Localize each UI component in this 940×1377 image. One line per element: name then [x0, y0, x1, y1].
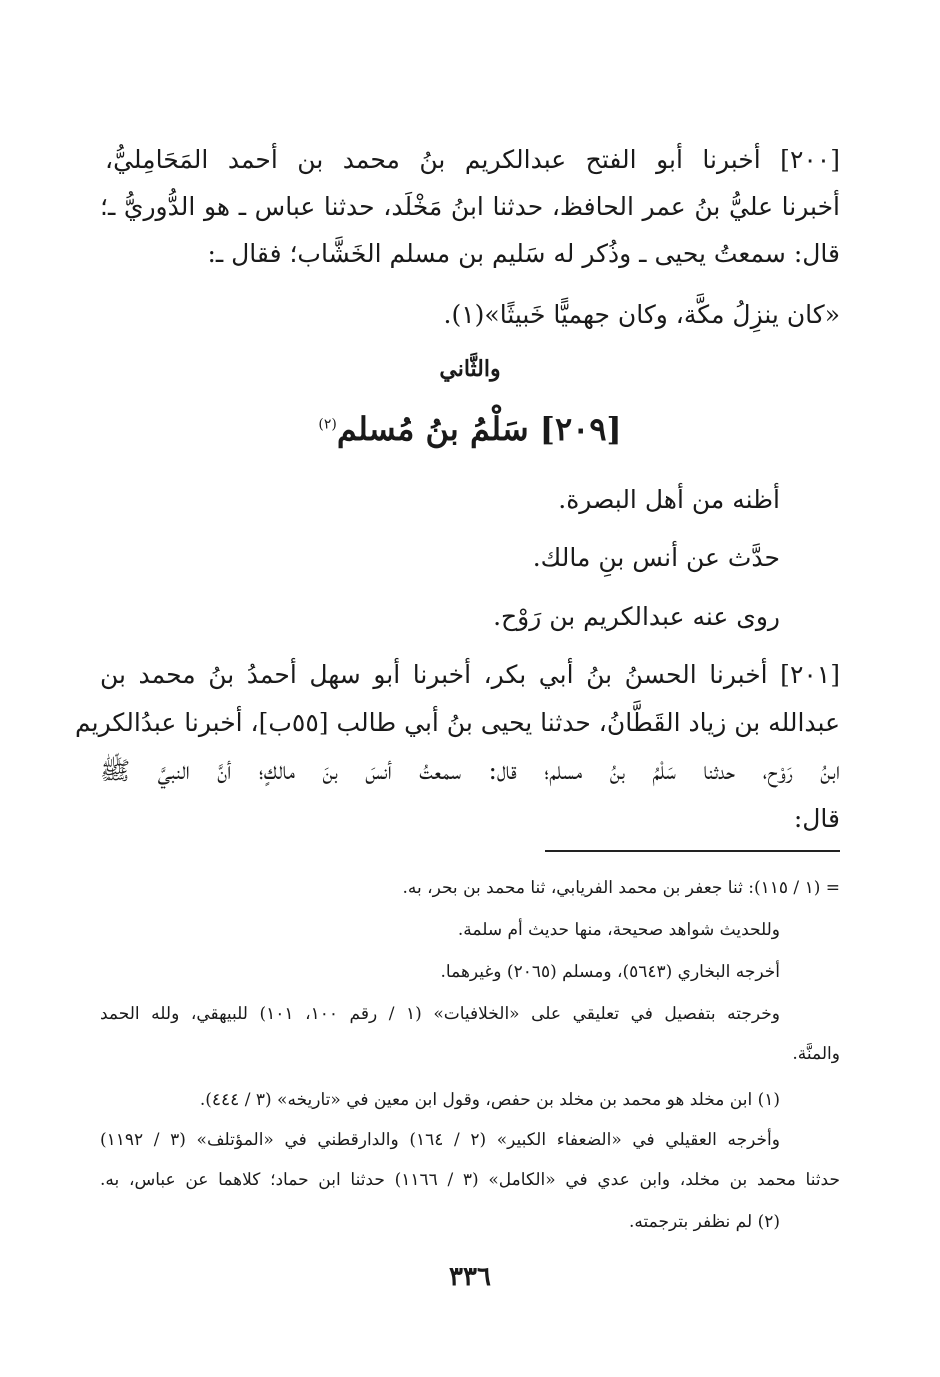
entry-209-heading	[0, 410, 940, 448]
entry-200-line-2: أخبرنا عليُّ بنُ عمر الحافظ، حدثنا ابنُ مَخْلَد، حدثنا عباس ـ هو الدُّوريُّ ـ؛	[100, 192, 840, 221]
footnote-separator	[545, 850, 840, 852]
footnote-1-line-2: وأخرجه العقيلي في «الضعفاء الكبير» (٢ / ١٦٤) والدارقطني في «المؤتلف» (٣ / ١١٩٢)	[100, 1130, 780, 1150]
footnote-line-2: وللحديث شواهد صحيحة، منها حديث أم سلمة.	[457, 920, 780, 940]
entry-201-line-4: قال:	[793, 804, 840, 833]
entry-209-line-2: حدَّث عن أنس بنِ مالك.	[532, 543, 780, 572]
footnote-1-line-1: (١) ابن مخلد هو محمد بن مخلد بن حفص، وقول ابن معين في «تاريخه» (٣ / ٤٤٤).	[199, 1090, 780, 1110]
entry-201-line-2: عبدالله بن زياد القَطَّانُ، حدثنا يحيى بنُ أبي طالب [٥٥ب]، أخبرنا عبدُالكريم	[75, 708, 840, 737]
page-number: ٣٣٦	[449, 1262, 491, 1292]
entry-201-line-3: ابنُ رَوْح، حدثنا سَلْمُ بنُ مسلم؛ قال: سمعتُ أنسَ بنَ مالكٍ؛ أنَّ النبيَّ ﷺ	[100, 756, 840, 785]
footnote-line-4: وخرجته بتفصيل في تعليقي على «الخلافيات» (١ / رقم ١٠٠، ١٠١) للبيهقي، ولله الحمد	[100, 1004, 781, 1024]
entry-209-title: [٢٠٩] سَلْمُ بنُ مُسلم	[336, 410, 622, 448]
footnote-2: (٢) لم نظفر بترجمته.	[628, 1212, 780, 1232]
entry-209-note-marker: (٢)	[318, 416, 337, 433]
entry-209-line-1: أظنه من أهل البصرة.	[558, 485, 780, 514]
entry-200-line-3: قال: سمعتُ يحيى ـ وذُكر له سَليم بن مسلم الخَشَّاب؛ فقال ـ:	[207, 239, 840, 268]
entry-200-quote: «كان ينزِلُ مكَّة، وكان جهميًّا خَبيثًا»(١).	[443, 300, 840, 329]
entry-209-line-3: روى عنه عبدالكريم بن رَوْح.	[493, 602, 780, 631]
entry-201-line-1: [٢٠١] أخبرنا الحسنُ بنُ أبي بكر، أخبرنا أبو سهل أحمدُ بنُ محمد بن	[100, 660, 840, 689]
footnote-1-line-3: حدثنا محمد بن مخلد، وابن عدي في «الكامل» (٣ / ١١٦٦) حدثنا ابن حماد؛ كلاهما عن عباس، به.	[100, 1170, 840, 1190]
entry-200-line-1: [٢٠٠] أخبرنا أبو الفتح عبدالكريم بنُ محمد بن أحمد المَحَامِليُّ،	[105, 145, 840, 174]
footnote-line-1: = (١ / ١١٥): ثنا جعفر بن محمد الفريابي، ثنا محمد بن بحر، به.	[402, 878, 840, 898]
section-label: والثَّاني	[439, 356, 501, 382]
footnote-line-5: والمنَّة.	[792, 1044, 840, 1064]
footnote-line-3: أخرجه البخاري (٥٦٤٣)، ومسلم (٢٠٦٥) وغيرهما.	[440, 962, 780, 982]
